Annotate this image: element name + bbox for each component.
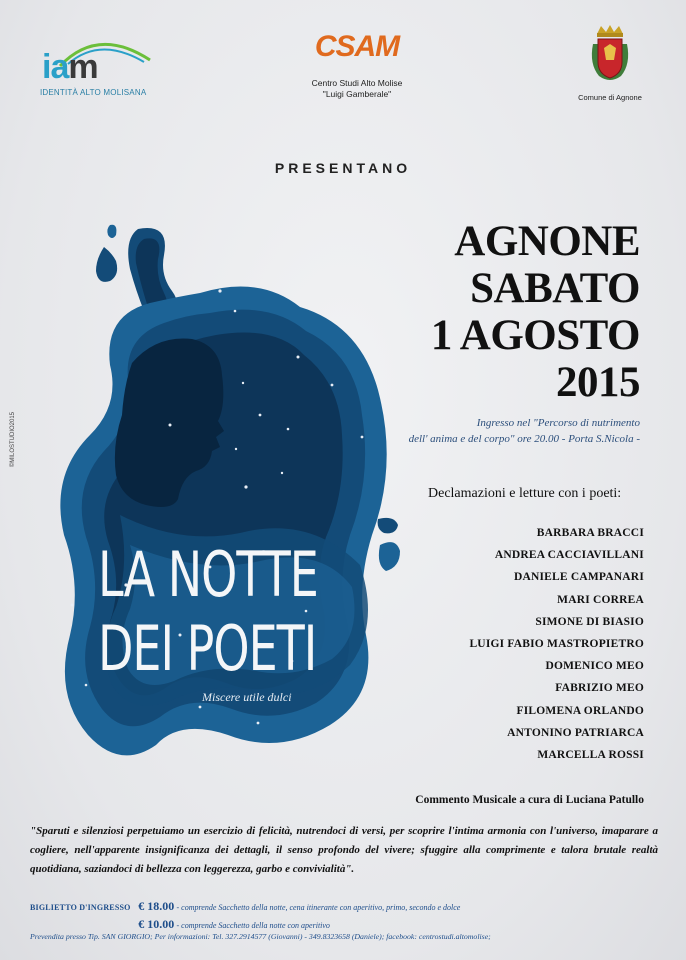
iam-letter-a: a bbox=[50, 48, 69, 86]
poet-name: SIMONE DI BIASIO bbox=[535, 615, 644, 628]
poet-name: DOMENICO MEO bbox=[545, 660, 644, 673]
poet-name: MARI CORREA bbox=[557, 593, 644, 606]
poet-name: LUIGI FABIO MASTROPIETRO bbox=[469, 638, 644, 651]
drop-right-2 bbox=[379, 542, 400, 571]
drop-small bbox=[107, 225, 116, 238]
poet-name: MARCELLA ROSSI bbox=[537, 749, 644, 762]
artwork-title-line1: LA NOTTE bbox=[98, 538, 318, 611]
presentano-heading: PRESENTANO bbox=[274, 160, 412, 176]
poet-name: ANTONINO PATRIARCA bbox=[507, 726, 644, 739]
csam-mark: CSAM bbox=[314, 30, 400, 63]
ingresso-line1: Ingresso nel "Percorso di nutrimento bbox=[476, 417, 640, 429]
poet-name: FABRIZIO MEO bbox=[555, 682, 644, 695]
poet-name: DANIELE CAMPANARI bbox=[513, 571, 644, 584]
poet-name: ANDREA CACCIAVILLANI bbox=[494, 549, 644, 562]
iam-letter-m: m bbox=[68, 48, 98, 86]
iam-logo bbox=[38, 30, 158, 100]
designer-credit: ©MILOSTUDIO2015 bbox=[10, 412, 16, 468]
artwork-title-line2: DEI POETI bbox=[98, 612, 317, 685]
drop-medium bbox=[96, 247, 117, 282]
poet-name: BARBARA BRACCI bbox=[536, 527, 644, 539]
csam-line2: "Luigi Gamberale" bbox=[322, 89, 392, 99]
music-credit: Commento Musicale a cura di Luciana Patullo bbox=[415, 794, 644, 806]
event-year: 2015 bbox=[556, 359, 640, 406]
ticket-price-reduced: € 10.00 bbox=[138, 917, 175, 931]
event-day: SABATO bbox=[470, 265, 640, 312]
ticket-label: BIGLIETTO D'INGRESSO bbox=[30, 903, 131, 912]
iam-letter-i: i bbox=[42, 48, 51, 86]
event-date: 1 AGOSTO bbox=[430, 312, 640, 359]
ticket-desc-full: - comprende Sacchetto della notte, cena itinerante con aperitivo, primo, secondo e dolce bbox=[176, 903, 461, 912]
event-city: AGNONE bbox=[454, 218, 640, 265]
ticket-desc-reduced: - comprende Sacchetto della notte con aperitivo bbox=[176, 921, 330, 930]
coat-of-arms-icon bbox=[585, 24, 635, 86]
iam-tagline: IDENTITÀ ALTO MOLISANA bbox=[40, 88, 147, 97]
comune-label: Comune di Agnone bbox=[578, 93, 642, 102]
declamazioni-heading: Declamazioni e letture con i poeti: bbox=[428, 486, 622, 501]
drop-right-1 bbox=[378, 518, 398, 533]
ingresso-info bbox=[300, 415, 640, 447]
ingresso-line2: dell' anima e del corpo" ore 20.00 - Porta S.Nicola - bbox=[408, 433, 640, 445]
comune-logo bbox=[562, 24, 658, 104]
csam-logo bbox=[292, 30, 422, 102]
poets-list bbox=[469, 522, 644, 766]
csam-line1: Centro Studi Alto Molise bbox=[311, 78, 403, 88]
artwork-motto: Miscere utile dulci bbox=[202, 690, 292, 704]
ticket-info bbox=[30, 898, 460, 934]
event-date-block bbox=[431, 218, 640, 406]
poet-name: FILOMENA ORLANDO bbox=[516, 704, 644, 717]
poetic-quote: "Sparuti e silenziosi perpetuiamo un esercizio di felicità, nutrendoci di versi, per scoprire l'intima armonia con l'universo, imaparare a cogliere, nell'apparente insignificanza dei dettagli, il senso profondo del vivere; sfuggire alla comprimente e talora brutale realtà quotidiana, saziandoci di bellezza con leggerezza, garbo e convivialità". bbox=[30, 825, 658, 875]
ticket-price-full: € 18.00 bbox=[138, 899, 175, 913]
prevendita-info: Prevendita presso Tip. SAN GIORGIO; Per informazioni: Tel. 327.2914577 (Giovanni) - 349.8323658 (Daniele); facebook: centrostudi.altomolise; bbox=[30, 932, 491, 941]
